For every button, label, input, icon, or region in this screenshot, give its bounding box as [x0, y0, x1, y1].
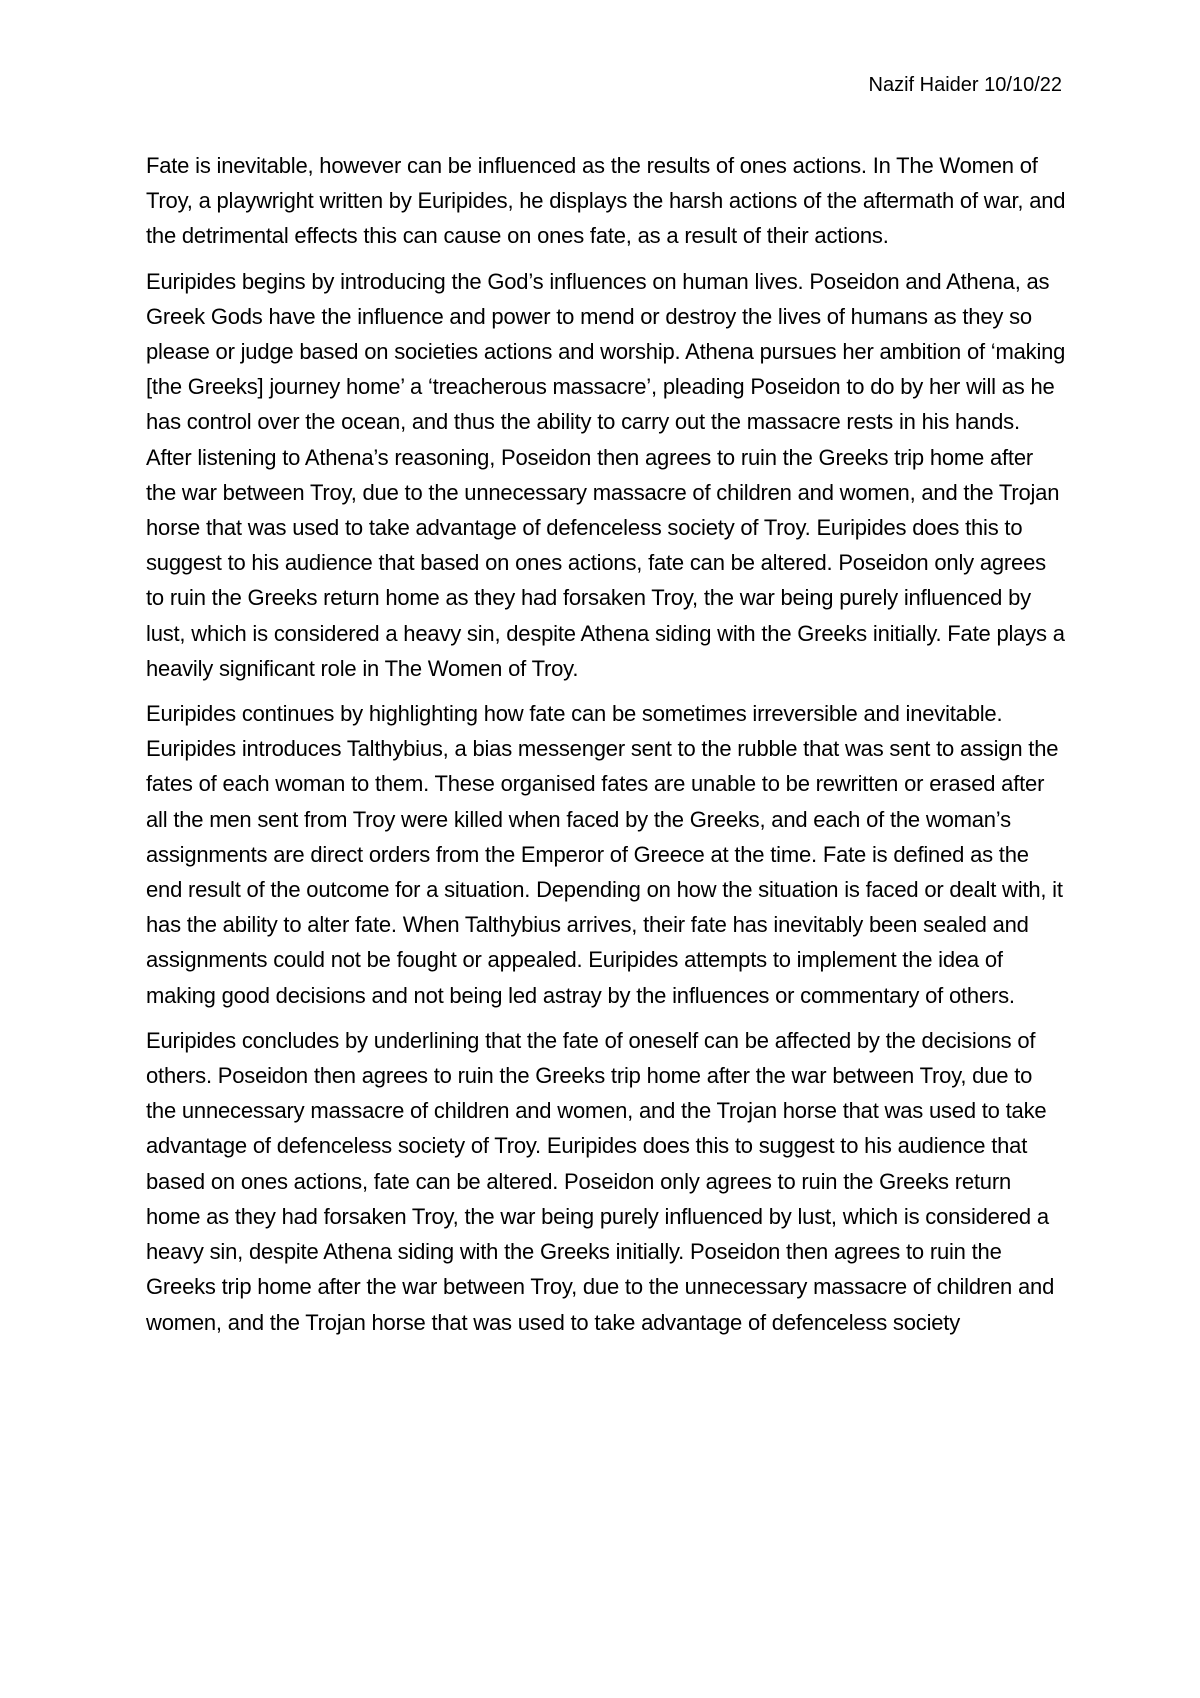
author-date-header: Nazif Haider 10/10/22: [868, 74, 1062, 96]
paragraph-introduction: Fate is inevitable, however can be influenced as the results of ones actions. In The Women of Troy, a playwright written by Euripides, he displays the harsh actions of the aftermath of war, and the detrimental effects this can cause on ones fate, as a result of their actions.: [146, 153, 1066, 249]
essay-body: [146, 148, 1066, 1350]
paragraph-gods-influence: Euripides begins by introducing the God’s influences on human lives. Poseidon and Athena, as Greek Gods have the influence and power to mend or destroy the lives of humans as they so please or judge based on societies actions and worship. Athena pursues her ambition of ‘making [the Greeks] journey home’ a ‘treacherous massacre’, pleading Poseidon to do by her will as he has control over the ocean, and thus the ability to carry out the massacre rests in his hands. After listening to Athena’s reasoning, Poseidon then agrees to ruin the Greeks trip home after the war between Troy, due to the unnecessary massacre of children and women, and the Trojan horse that was used to take advantage of defenceless society of Troy. Euripides does this to suggest to his audience that based on ones actions, fate can be altered. Poseidon only agrees to ruin the Greeks return home as they had forsaken Troy, the war being purely influenced by lust, which is considered a heavy sin, despite Athena siding with the Greeks initially. Fate plays a heavily significant role in The Women of Troy.: [146, 268, 1066, 681]
paragraph-conclusion: Euripides concludes by underlining that the fate of oneself can be affected by the decisions of others. Poseidon then agrees to ruin the Greeks trip home after the war between Troy, due to the unnecessary massacre of children and women, and the Trojan horse that was used to take advantage of defenceless society of Troy. Euripides does this to suggest to his audience that based on ones actions, fate can be altered. Poseidon only agrees to ruin the Greeks return home as they had forsaken Troy, the war being purely influenced by lust, which is considered a heavy sin, despite Athena siding with the Greeks initially. Poseidon then agrees to ruin the Greeks trip home after the war between Troy, due to the unnecessary massacre of children and women, and the Trojan horse that was used to take advantage of defenceless society: [146, 1027, 1055, 1335]
paragraph-irreversible-fate: Euripides continues by highlighting how fate can be sometimes irreversible and inevitable. Euripides introduces Talthybius, a bias messenger sent to the rubble that was sent to assign the fates of each woman to them. These organised fates are unable to be rewritten or erased after all the men sent from Troy were killed when faced by the Greeks, and each of the woman’s assignments are direct orders from the Emperor of Greece at the time. Fate is defined as the end result of the outcome for a situation. Depending on how the situation is faced or dealt with, it has the ability to alter fate. When Talthybius arrives, their fate has inevitably been sealed and assignments could not be fought or appealed. Euripides attempts to implement the idea of making good decisions and not being led astray by the influences or commentary of others.: [146, 701, 1063, 1008]
